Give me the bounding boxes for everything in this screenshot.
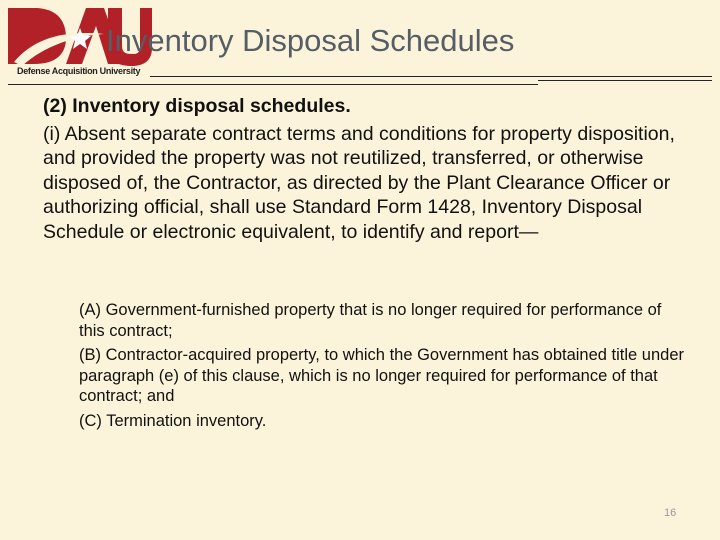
page-number: 16 <box>664 507 677 519</box>
logo-subtitle: Defense Acquisition University <box>17 66 141 76</box>
title-divider-3 <box>8 84 538 85</box>
slide-body <box>43 94 683 248</box>
list-item: (A) Government-furnished property that is no longer required for performance of this contract; <box>79 301 662 340</box>
title-divider-2 <box>538 80 712 81</box>
list-item: (B) Contractor-acquired property, to which the Government has obtained title under paragraph (e) of this clause, which is no longer required for performance of that contract; and <box>79 346 685 405</box>
list-item: (C) Termination inventory. <box>79 411 267 430</box>
main-paragraph: (i) Absent separate contract terms and conditions for property disposition, and provided the property was not reutilized, transferred, or otherwise disposed of, the Contractor, as directed by the Plant Clearance Officer or authorizing official, shall use Standard Form 1428, Inventory Disposal Schedule or electronic equivalent, to identify and report— <box>43 122 675 243</box>
slide-title: Inventory Disposal Schedules <box>106 23 515 58</box>
title-divider <box>150 76 712 77</box>
section-heading: (2) Inventory disposal schedules. <box>43 95 351 117</box>
sub-items <box>79 300 689 435</box>
